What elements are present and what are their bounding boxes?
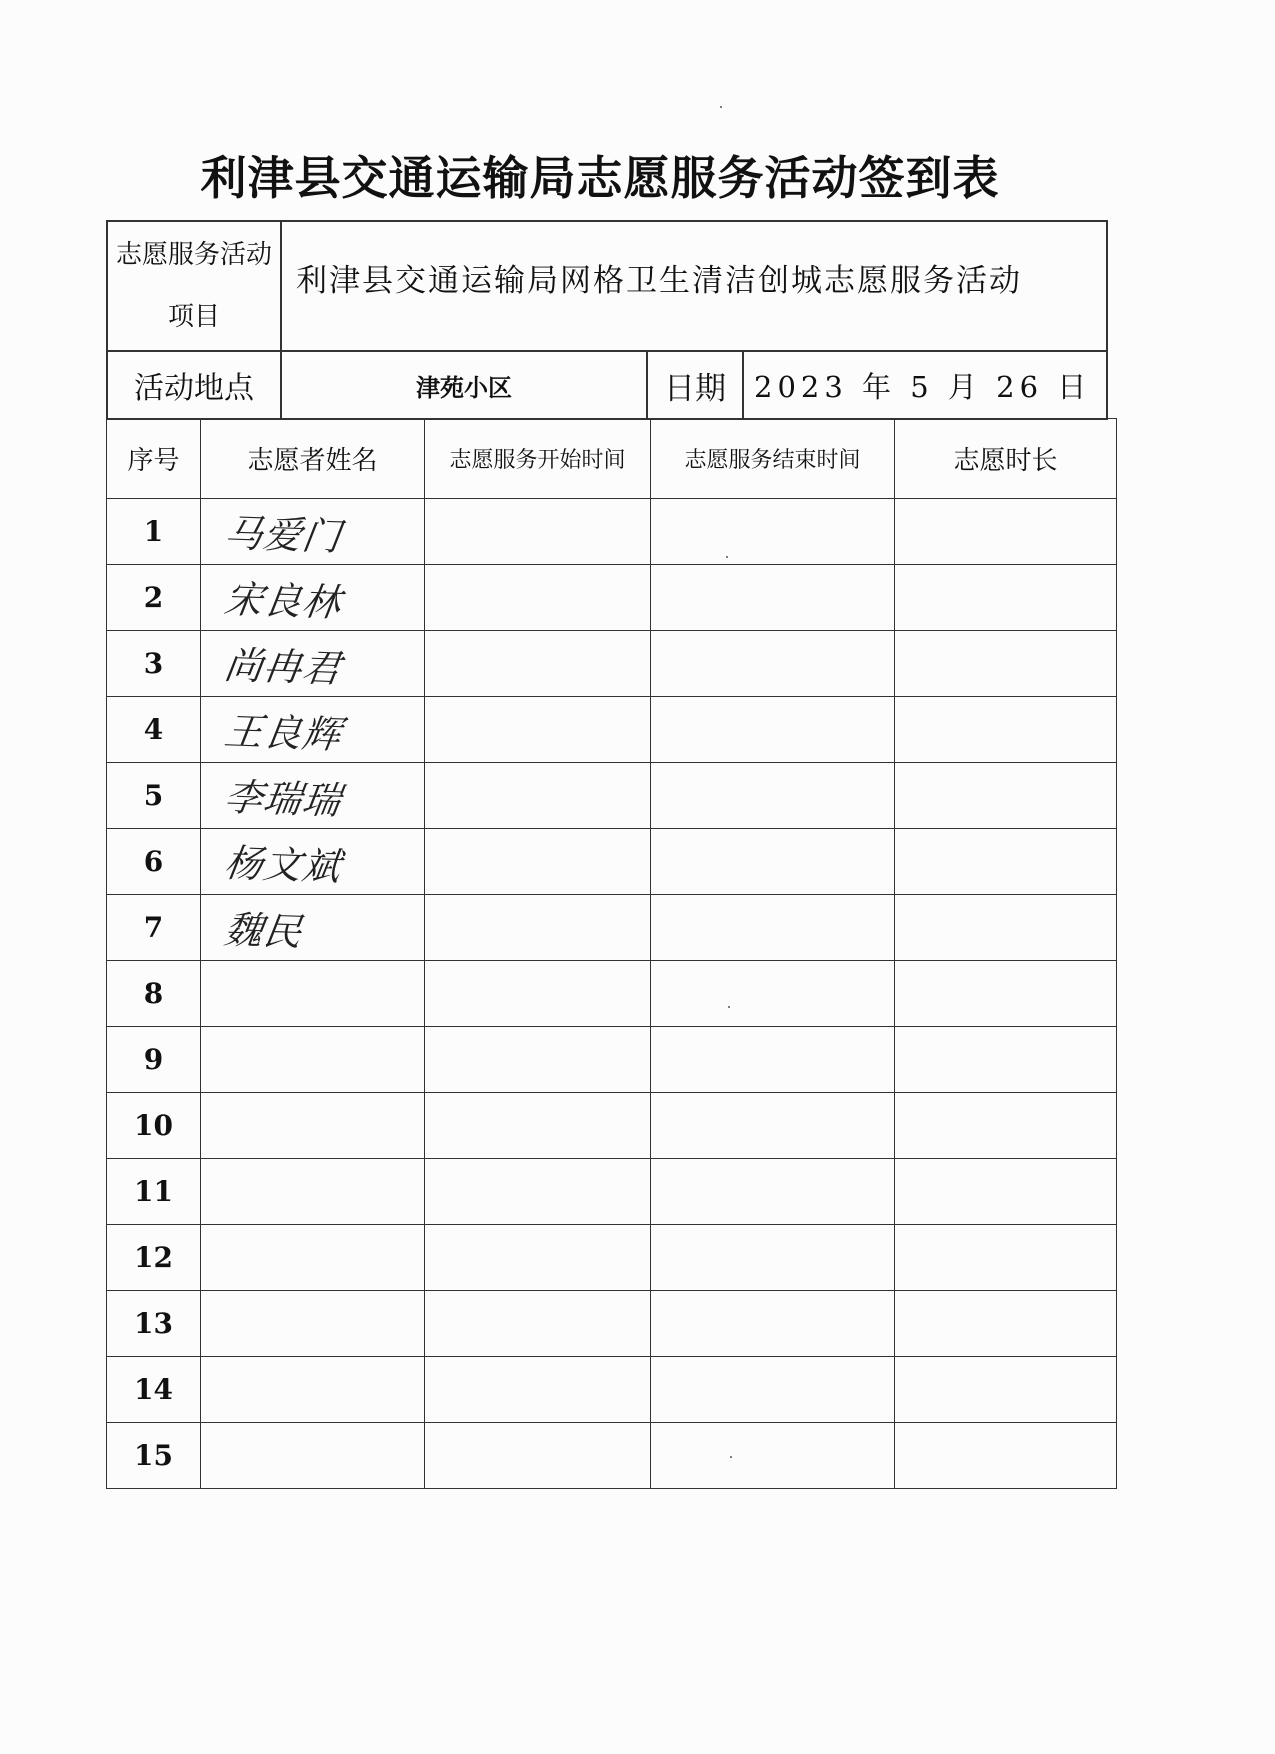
row-number: 14 — [107, 1357, 201, 1423]
start-time-cell[interactable] — [425, 1423, 651, 1489]
volunteer-signature[interactable] — [201, 829, 425, 895]
volunteer-signature[interactable] — [201, 961, 425, 1027]
table-row — [107, 697, 1117, 763]
signature-text: 李瑞瑞 — [221, 774, 345, 824]
project-value: 利津县交通运输局网格卫生清洁创城志愿服务活动 — [296, 262, 1022, 299]
column-header-number: 序号 — [107, 419, 201, 499]
row-number: 9 — [107, 1027, 201, 1093]
volunteer-signature[interactable] — [201, 1291, 425, 1357]
signature-text: 王良辉 — [221, 708, 345, 758]
row-number: 3 — [107, 631, 201, 697]
end-time-cell[interactable] — [651, 565, 895, 631]
table-row — [107, 1093, 1117, 1159]
table-row — [107, 631, 1117, 697]
table-header-row — [107, 419, 1117, 499]
volunteer-signature[interactable] — [201, 499, 425, 565]
duration-cell[interactable] — [895, 763, 1117, 829]
start-time-cell[interactable] — [425, 1159, 651, 1225]
duration-cell[interactable] — [895, 1093, 1117, 1159]
row-number: 2 — [107, 565, 201, 631]
table-row — [107, 829, 1117, 895]
row-number: 8 — [107, 961, 201, 1027]
document-title: 利津县交通运输局志愿服务活动签到表 — [200, 151, 1000, 205]
duration-cell[interactable] — [895, 1291, 1117, 1357]
duration-cell[interactable] — [895, 1225, 1117, 1291]
row-number: 10 — [107, 1093, 201, 1159]
duration-cell[interactable] — [895, 829, 1117, 895]
end-time-cell[interactable] — [651, 1093, 895, 1159]
volunteer-signature[interactable] — [201, 565, 425, 631]
end-time-cell[interactable] — [651, 1291, 895, 1357]
volunteer-signature[interactable] — [201, 763, 425, 829]
row-number: 1 — [107, 499, 201, 565]
activity-info-block — [106, 220, 1108, 420]
project-row — [108, 222, 1106, 352]
signature-text: 宋良林 — [221, 576, 345, 626]
start-time-cell[interactable] — [425, 1027, 651, 1093]
end-time-cell[interactable] — [651, 1027, 895, 1093]
end-time-cell[interactable] — [651, 499, 895, 565]
duration-cell[interactable] — [895, 697, 1117, 763]
row-number: 6 — [107, 829, 201, 895]
volunteer-sign-in-table — [106, 418, 1117, 1489]
location-label: 活动地点 — [108, 352, 282, 418]
end-time-cell[interactable] — [651, 829, 895, 895]
start-time-cell[interactable] — [425, 565, 651, 631]
row-number: 11 — [107, 1159, 201, 1225]
start-time-cell[interactable] — [425, 1291, 651, 1357]
column-header-start-time: 志愿服务开始时间 — [425, 419, 651, 499]
volunteer-signature[interactable] — [201, 631, 425, 697]
row-number: 12 — [107, 1225, 201, 1291]
end-time-cell[interactable] — [651, 1357, 895, 1423]
table-row — [107, 1159, 1117, 1225]
start-time-cell[interactable] — [425, 895, 651, 961]
signature-text: 马爱门 — [221, 510, 345, 560]
duration-cell[interactable] — [895, 1357, 1117, 1423]
start-time-cell[interactable] — [425, 1357, 651, 1423]
table-row — [107, 961, 1117, 1027]
start-time-cell[interactable] — [425, 499, 651, 565]
end-time-cell[interactable] — [651, 763, 895, 829]
volunteer-signature[interactable] — [201, 895, 425, 961]
row-number: 7 — [107, 895, 201, 961]
duration-cell[interactable] — [895, 1027, 1117, 1093]
volunteer-signature[interactable] — [201, 1225, 425, 1291]
table-row — [107, 565, 1117, 631]
volunteer-signature[interactable] — [201, 697, 425, 763]
table-row — [107, 895, 1117, 961]
volunteer-signature[interactable] — [201, 1093, 425, 1159]
duration-cell[interactable] — [895, 895, 1117, 961]
scan-speck — [720, 106, 722, 108]
end-time-cell[interactable] — [651, 1159, 895, 1225]
signature-text: 魏民 — [221, 907, 306, 955]
start-time-cell[interactable] — [425, 697, 651, 763]
volunteer-signature[interactable] — [201, 1423, 425, 1489]
start-time-cell[interactable] — [425, 961, 651, 1027]
volunteer-signature[interactable] — [201, 1357, 425, 1423]
duration-cell[interactable] — [895, 631, 1117, 697]
end-time-cell[interactable] — [651, 631, 895, 697]
end-time-cell[interactable] — [651, 961, 895, 1027]
signature-text: 尚冉君 — [221, 642, 345, 692]
volunteer-signature[interactable] — [201, 1027, 425, 1093]
column-header-end-time: 志愿服务结束时间 — [651, 419, 895, 499]
end-time-cell[interactable] — [651, 1423, 895, 1489]
start-time-cell[interactable] — [425, 1225, 651, 1291]
signature-text: 杨文斌 — [221, 840, 345, 890]
duration-cell[interactable] — [895, 565, 1117, 631]
start-time-cell[interactable] — [425, 829, 651, 895]
duration-cell[interactable] — [895, 961, 1117, 1027]
column-header-duration: 志愿时长 — [895, 419, 1117, 499]
table-row — [107, 1357, 1117, 1423]
row-number: 15 — [107, 1423, 201, 1489]
table-row — [107, 1423, 1117, 1489]
table-row — [107, 763, 1117, 829]
start-time-cell[interactable] — [425, 631, 651, 697]
row-number: 5 — [107, 763, 201, 829]
end-time-cell[interactable] — [651, 1225, 895, 1291]
end-time-cell[interactable] — [651, 697, 895, 763]
column-header-name: 志愿者姓名 — [201, 419, 425, 499]
table-row — [107, 1291, 1117, 1357]
project-label: 志愿服务活动项目 — [108, 222, 282, 350]
table-row — [107, 1225, 1117, 1291]
start-time-cell[interactable] — [425, 1093, 651, 1159]
location-date-row — [108, 352, 1106, 420]
duration-cell[interactable] — [895, 499, 1117, 565]
row-number: 13 — [107, 1291, 201, 1357]
table-row — [107, 1027, 1117, 1093]
duration-cell[interactable] — [895, 1423, 1117, 1489]
start-time-cell[interactable] — [425, 763, 651, 829]
table-row — [107, 499, 1117, 565]
row-number: 4 — [107, 697, 201, 763]
volunteer-signature[interactable] — [201, 1159, 425, 1225]
duration-cell[interactable] — [895, 1159, 1117, 1225]
location-value: 津苑小区 — [282, 352, 648, 418]
date-value: 2023 年 5 月 26 日 — [754, 369, 1092, 404]
end-time-cell[interactable] — [651, 895, 895, 961]
date-label: 日期 — [648, 352, 744, 418]
